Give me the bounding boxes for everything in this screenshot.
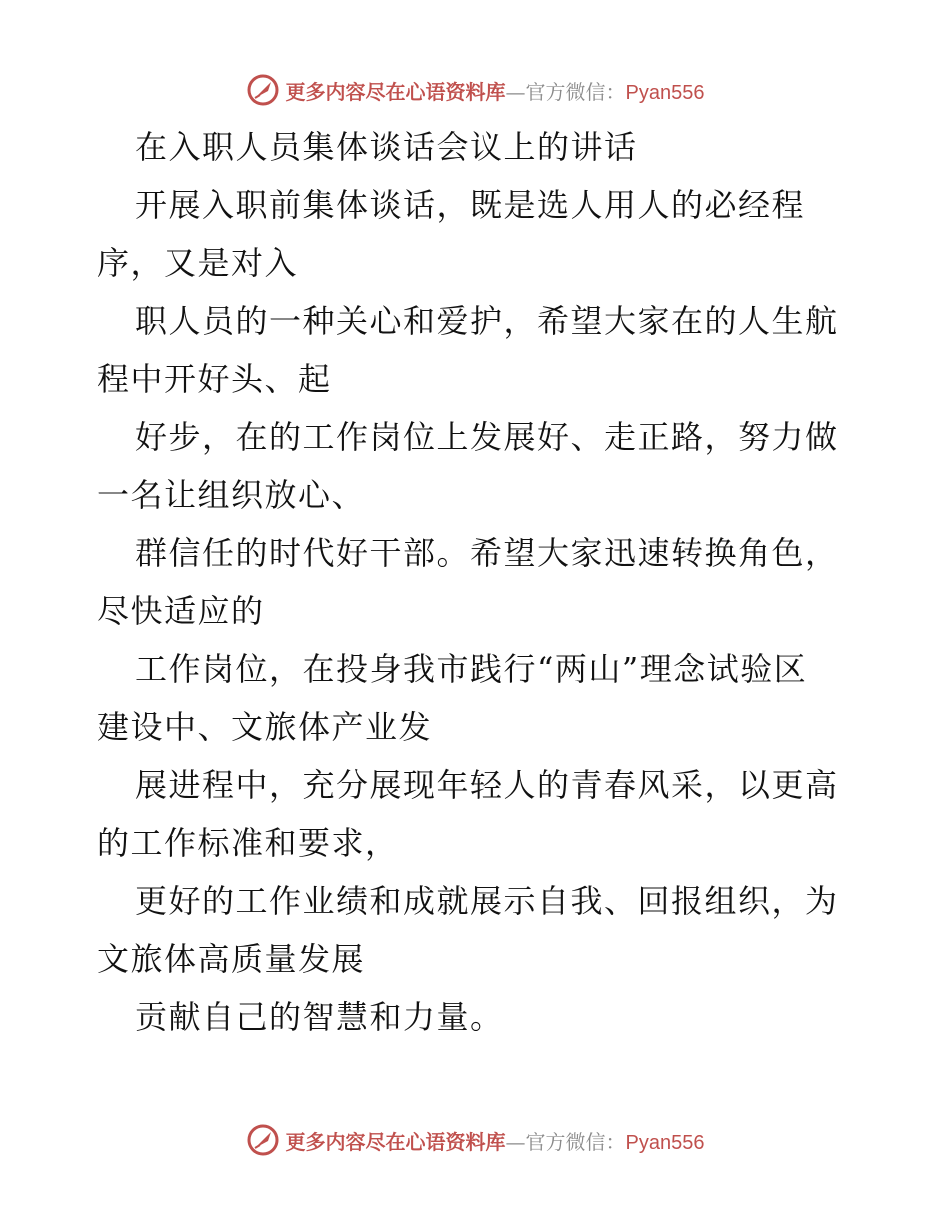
quill-logo-icon bbox=[246, 73, 280, 107]
text-line: 的工作标准和要求， bbox=[97, 824, 399, 862]
header-site-text: 更多内容尽在心语资料库 bbox=[285, 79, 506, 104]
footer-wechat-id: Pyan556 bbox=[625, 1131, 705, 1154]
text-line: 文旅体高质量发展 bbox=[97, 940, 366, 978]
text-line: 程中开好头、起 bbox=[97, 360, 332, 398]
text-line: 好步，在的工作岗位上发展好、走正路，努力做 bbox=[135, 418, 839, 456]
text-line: 一名让组织放心、 bbox=[97, 476, 366, 514]
text-line: 工作岗位，在投身我市践行“两山”理念试验区 bbox=[135, 650, 808, 688]
footer-site-text: 更多内容尽在心语资料库 bbox=[285, 1129, 506, 1154]
text-line: 更好的工作业绩和成就展示自我、回报组织，为 bbox=[135, 882, 839, 920]
text-line: 群信任的时代好干部。希望大家迅速转换角色， bbox=[135, 534, 839, 572]
text-line: 职人员的一种关心和爱护，希望大家在的人生航 bbox=[135, 302, 839, 340]
text-line: 展进程中，充分展现年轻人的青春风采，以更高 bbox=[135, 766, 839, 804]
header-banner-text bbox=[286, 76, 705, 105]
document-body bbox=[97, 118, 857, 1046]
text-line: 开展入职前集体谈话，既是选人用人的必经程 bbox=[135, 186, 806, 224]
text-line: 建设中、文旅体产业发 bbox=[97, 708, 433, 746]
footer-banner-text bbox=[286, 1126, 705, 1155]
header-banner bbox=[0, 70, 950, 110]
footer-banner bbox=[0, 1120, 950, 1160]
document-title: 在入职人员集体谈话会议上的讲话 bbox=[135, 128, 638, 166]
footer-separator: — bbox=[505, 1129, 526, 1154]
text-line: 贡献自己的智慧和力量。 bbox=[135, 998, 504, 1036]
header-wechat-id: Pyan556 bbox=[625, 81, 705, 104]
text-line: 序，又是对入 bbox=[97, 244, 299, 282]
text-line: 尽快适应的 bbox=[97, 592, 265, 630]
quill-logo-icon bbox=[246, 1123, 280, 1157]
header-official-label: 官方微信： bbox=[525, 79, 626, 104]
header-separator: — bbox=[505, 79, 526, 104]
footer-official-label: 官方微信： bbox=[525, 1129, 626, 1154]
